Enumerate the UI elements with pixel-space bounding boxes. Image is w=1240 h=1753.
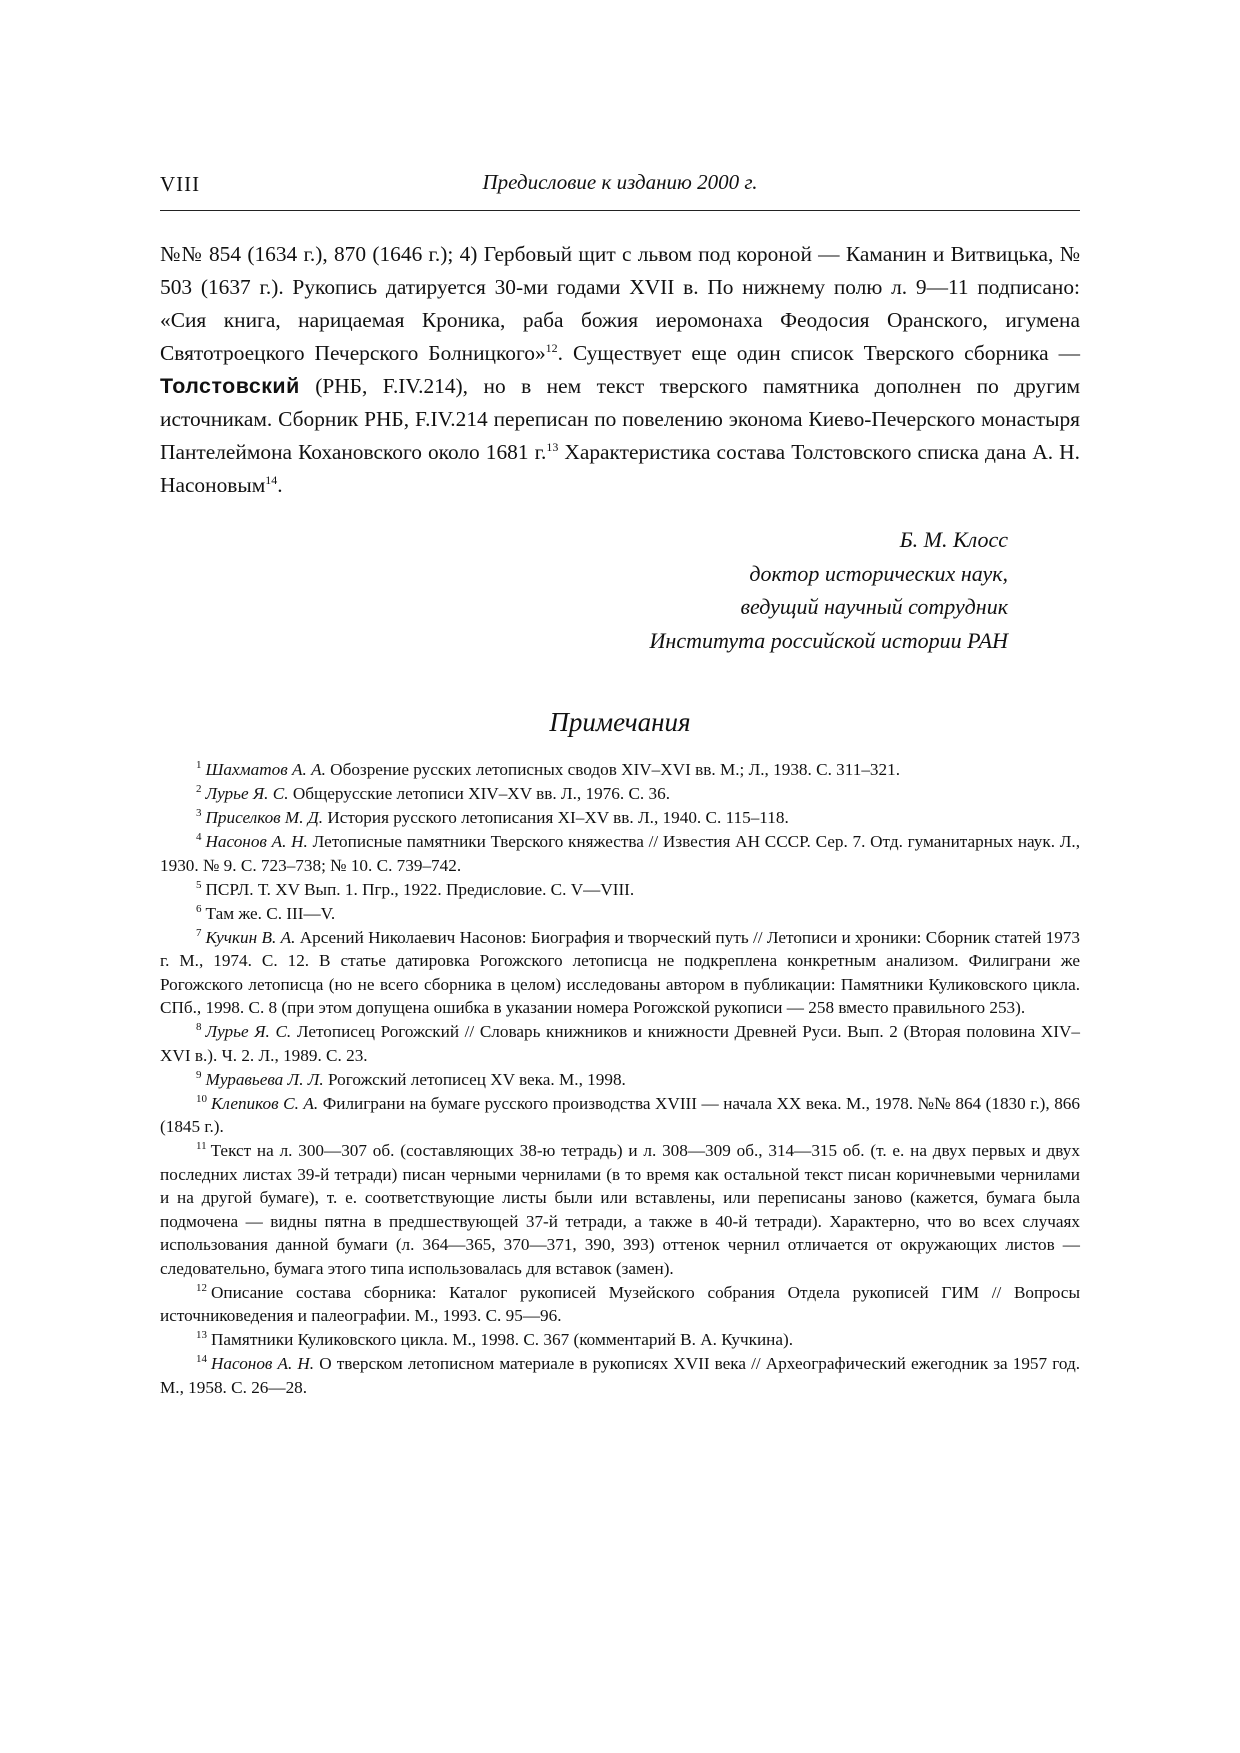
note-item: [160, 806, 1080, 830]
notes-title: Примечания: [549, 707, 691, 737]
note-item: [160, 1352, 1080, 1399]
note-text: Описание состава сборника: Каталог рукописей Музейского собрания Отдела рукописей ГИМ // Вопросы источниковедения и палеографии. М., 1993. С. 95—96.: [160, 1282, 1080, 1325]
note-text: Арсений Николаевич Насонов: Биография и творческий путь // Летописи и хроники: Сборник статей 1973 г. М., 1974. С. 12. В статье датировка Рогожского летописца не подкреплена конкретным анализом. Филиграни же Рогожского летописца (но не всего сборника в целом) исследованы автором в публикации: Памятники Куликовского цикла. СПб., 1998. С. 8 (при этом допущена ошибка в указании номера Рогожской рукописи — 258 вместо правильного 253).: [160, 927, 1080, 1017]
body-text-segment: (РНБ, F.IV.214), но в нем текст тверского памятника дополнен по другим источникам. Сборник РНБ, F.IV.214 переписан по повелению эконома Киево-Печерского монастыря Пантелеймона Кохановского около 1681 г.: [160, 374, 1080, 464]
body-text-segment: . Существует еще один список Тверского сборника —: [557, 341, 1080, 365]
note-text: Обозрение русских летописных сводов XIV–XVI вв. М.; Л., 1938. С. 311–321.: [325, 760, 900, 779]
note-number: 11: [196, 1140, 207, 1153]
note-text: Летописные памятники Тверского княжества // Известия АН СССР. Сер. 7. Отд. гуманитарных наук. Л., 1930. № 9. С. 723–738; № 10. С. 739–742.: [160, 832, 1080, 875]
bold-manuscript-name: Толстовский: [160, 374, 300, 398]
signature-position: ведущий научный сотрудник: [740, 594, 1008, 619]
note-text: Общерусские летописи XIV–XV вв. Л., 1976. С. 36.: [288, 784, 670, 803]
running-title: Предисловие к изданию 2000 г.: [482, 170, 758, 194]
note-author: Кучкин В. А.: [205, 927, 296, 947]
note-item: [160, 1328, 1080, 1352]
note-number: 7: [196, 926, 202, 939]
note-author: Приселков М. Д.: [205, 808, 324, 827]
note-item: [160, 782, 1080, 806]
note-number: 6: [196, 902, 202, 915]
body-text-segment: Характеристика состава Толстовского списка дана А. Н. Насоновым: [160, 440, 1080, 497]
note-number: 13: [196, 1329, 207, 1342]
note-number: 9: [196, 1068, 202, 1081]
page-number: VIII: [160, 172, 201, 196]
note-item: [160, 902, 1080, 926]
note-item: [160, 1068, 1080, 1092]
note-text: Филиграни на бумаге русского производства XVIII — начала XX века. М., 1978. №№ 864 (1830 г.), 866 (1845 г.).: [160, 1093, 1080, 1136]
note-text: Рогожский летописец XV века. М., 1998.: [323, 1069, 626, 1089]
note-number: 4: [196, 831, 202, 844]
note-text: Там же. С. III—V.: [205, 903, 336, 923]
note-author: Клепиков С. А.: [211, 1093, 319, 1113]
signature-institution: Института российской истории РАН: [649, 627, 1008, 653]
note-number: 1: [196, 759, 202, 772]
note-item: [160, 1020, 1080, 1067]
note-item: [160, 1281, 1080, 1328]
note-number: 5: [196, 878, 202, 891]
note-number: 3: [196, 807, 202, 820]
note-item: [160, 1139, 1080, 1280]
note-number: 2: [196, 783, 202, 796]
body-text-segment: №№ 854 (1634 г.), 870 (1646 г.); 4) Гербовый щит с львом под короной — Каманин и Витвицька, № 503 (1637 г.). Рукопись датируется 30-ми годами XVII в. По нижнему полю л. 9—11 подписано: «Сия книга, нарицаемая Кроника, раба божия иеромонаха Феодосия Оранского, игумена Святотроецкого Печерского Болницкого»: [160, 242, 1080, 365]
body-text: [160, 238, 1080, 502]
body-text-segment: .: [277, 473, 283, 497]
notes-list: [160, 758, 1080, 1400]
body-paragraph: [160, 238, 1080, 502]
signature-name: Б. М. Клосс: [899, 527, 1008, 552]
note-author: Насонов А. Н.: [205, 832, 308, 851]
note-item: [160, 830, 1080, 877]
note-number: 12: [196, 1281, 207, 1294]
note-author: Насонов А. Н.: [211, 1354, 315, 1373]
note-text: История русского летописания XI–XV вв. Л., 1940. С. 115–118.: [323, 808, 789, 827]
note-text: Летописец Рогожский // Словарь книжников и книжности Древней Руси. Вып. 2 (Вторая половина XIV–XVI в.). Ч. 2. Л., 1989. С. 23.: [160, 1022, 1080, 1065]
note-text: О тверском летописном материале в рукописях XVII века // Археографический ежегодник за 1957 год. М., 1958. С. 26—28.: [160, 1354, 1080, 1397]
note-item: [160, 758, 1080, 782]
note-number: 10: [196, 1092, 207, 1105]
signature-block: [408, 523, 1008, 657]
page-header: [160, 170, 1080, 211]
note-number: 14: [196, 1353, 207, 1366]
note-text: Текст на л. 300—307 об. (составляющих 38-ю тетрадь) и л. 308—309 об., 314—315 об. (т. е. на двух первых и двух последних листах 39-й тетради) писан черными чернилами (в то время как остальной текст писан коричневыми чернилами и на другой бумаге), т. е. соответствующие листы были или вставлены, или переписаны заново (кажется, бумага была подмочена — видны пятна в предшествующей 37-й тетради, а также в 40-й тетради). Характерно, что во всех случаях использования данной бумаги (л. 364—365, 370—371, 390, 393) оттенок чернил отличается от окружающих листов — следовательно, бумага этого типа использовалась для вставок (замен).: [160, 1141, 1080, 1278]
note-text: Памятники Куликовского цикла. М., 1998. С. 367 (комментарий В. А. Кучкина).: [211, 1330, 794, 1349]
footnote-ref-13: 13: [546, 439, 559, 454]
signature-degree: доктор исторических наук,: [749, 560, 1008, 586]
note-author: Шахматов А. А.: [205, 760, 326, 779]
note-author: Муравьева Л. Л.: [205, 1069, 324, 1089]
note-item: [160, 878, 1080, 902]
footnote-ref-14: 14: [265, 472, 278, 487]
note-number: 8: [196, 1021, 202, 1034]
note-text: ПСРЛ. Т. XV Вып. 1. Пгр., 1922. Предисловие. С. V—VIII.: [205, 879, 635, 899]
footnote-ref-12: 12: [545, 340, 558, 355]
note-author: Лурье Я. С.: [205, 784, 289, 803]
note-item: [160, 1092, 1080, 1139]
note-author: Лурье Я. С.: [205, 1022, 292, 1041]
note-item: [160, 926, 1080, 1020]
